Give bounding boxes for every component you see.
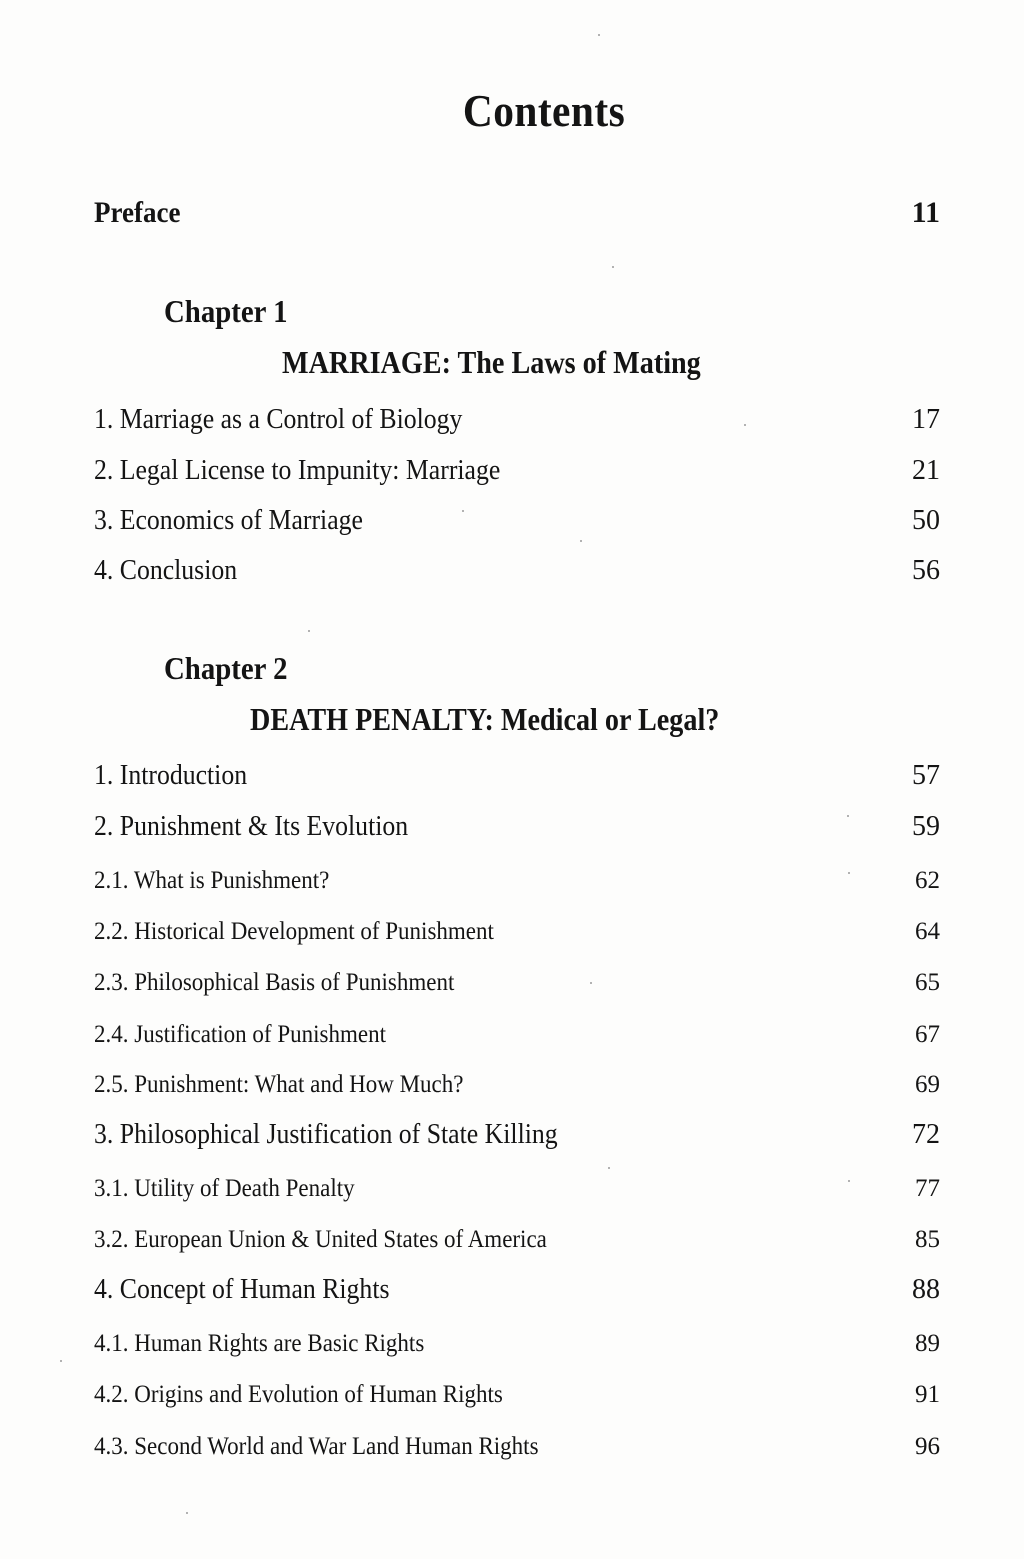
page-title: Contents: [462, 85, 626, 136]
toc-entry: [94, 1214, 940, 1254]
toc-entry-page: 11: [911, 196, 940, 229]
toc-entry-label: 3. Philosophical Justification of State Killing: [94, 1119, 558, 1150]
scan-speck: [598, 34, 600, 36]
scan-speck: [186, 1512, 188, 1514]
toc-entry: [94, 957, 940, 997]
toc-entry-page: 88: [912, 1274, 940, 1305]
toc-entry: [94, 1369, 940, 1409]
toc-entry-page: 89: [915, 1330, 940, 1357]
toc-entry-page: 59: [912, 811, 940, 842]
toc-entry-label: 4.3. Second World and War Land Human Rights: [94, 1433, 539, 1460]
toc-entry: [94, 497, 940, 537]
toc-entry-page: 85: [915, 1226, 940, 1253]
toc-entry-label: 2. Legal License to Impunity: Marriage: [94, 455, 501, 486]
toc-entry-label: 3.1. Utility of Death Penalty: [94, 1175, 355, 1202]
scan-speck: [848, 1180, 850, 1182]
toc-entry-label: 3. Economics of Marriage: [94, 505, 363, 536]
scan-speck: [462, 510, 464, 512]
toc-entry-label: 4. Concept of Human Rights: [94, 1274, 390, 1305]
scan-speck: [590, 982, 592, 984]
toc-entry-page: 50: [912, 505, 940, 536]
chapter-1-label: Chapter 1: [164, 293, 288, 329]
toc-entry-page: 65: [915, 969, 940, 996]
toc-entry-label: 4.2. Origins and Evolution of Human Rights: [94, 1381, 503, 1408]
scan-speck: [60, 1360, 62, 1362]
toc-entry: [94, 1318, 940, 1358]
toc-entry-page: 57: [912, 760, 940, 791]
scan-speck: [744, 424, 746, 426]
toc-entry-label: 3.2. European Union & United States of America: [94, 1226, 547, 1253]
toc-entry-label: 2.2. Historical Development of Punishment: [94, 918, 494, 945]
chapter-2-label: Chapter 2: [164, 650, 288, 686]
toc-entry: [94, 803, 940, 843]
toc-entry-page: 91: [915, 1381, 940, 1408]
toc-entry-page: 21: [912, 455, 940, 486]
chapter-1-title: MARRIAGE: The Laws of Mating: [282, 344, 701, 380]
toc-entry-label: 1. Marriage as a Control of Biology: [94, 404, 463, 435]
toc-entry: [94, 1421, 940, 1461]
toc-entry: [94, 855, 940, 895]
toc-entry-label: 4.1. Human Rights are Basic Rights: [94, 1330, 425, 1357]
toc-entry-page: 96: [915, 1433, 940, 1460]
toc-entry: [94, 1266, 940, 1306]
toc-entry-label: Preface: [94, 196, 181, 229]
chapter-2-title: DEATH PENALTY: Medical or Legal?: [250, 701, 720, 737]
toc-entry-label: 2.4. Justification of Punishment: [94, 1021, 386, 1048]
toc-entry-preface: [94, 190, 940, 230]
toc-entry: [94, 1059, 940, 1099]
scan-speck: [848, 872, 850, 874]
scan-speck: [580, 540, 582, 542]
toc-entry: [94, 1111, 940, 1151]
toc-entry-label: 2.5. Punishment: What and How Much?: [94, 1071, 464, 1098]
scan-speck: [847, 815, 849, 817]
toc-entry-label: 2. Punishment & Its Evolution: [94, 811, 409, 842]
toc-entry-page: 69: [915, 1071, 940, 1098]
toc-entry-label: 2.1. What is Punishment?: [94, 867, 330, 894]
toc-entry: [94, 1009, 940, 1049]
toc-entry-page: 17: [912, 404, 940, 435]
scan-speck: [612, 266, 614, 268]
toc-entry: [94, 1163, 940, 1203]
toc-entry-page: 64: [915, 918, 940, 945]
toc-entry-label: 2.3. Philosophical Basis of Punishment: [94, 969, 455, 996]
toc-entry-label: 4. Conclusion: [94, 555, 238, 586]
toc-entry: [94, 396, 940, 436]
toc-entry-page: 77: [915, 1175, 940, 1202]
toc-entry-page: 72: [912, 1119, 940, 1150]
toc-entry-page: 62: [915, 867, 940, 894]
toc-entry: [94, 752, 940, 792]
toc-entry-label: 1. Introduction: [94, 760, 248, 791]
scan-speck: [308, 630, 310, 632]
toc-entry: [94, 906, 940, 946]
toc-entry: [94, 547, 940, 587]
toc-entry-page: 67: [915, 1021, 940, 1048]
toc-entry-page: 56: [912, 555, 940, 586]
toc-entry: [94, 447, 940, 487]
scan-speck: [608, 1167, 610, 1169]
